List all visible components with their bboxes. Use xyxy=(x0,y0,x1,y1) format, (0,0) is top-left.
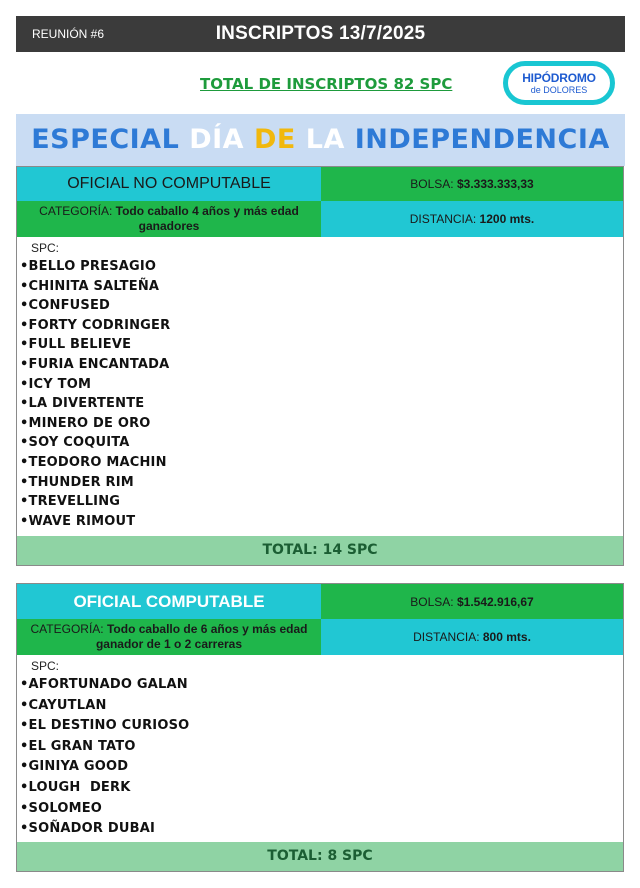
list-item: •GINIYA GOOD xyxy=(20,759,129,775)
race-2-purse xyxy=(321,584,623,619)
list-item: •TREVELLING xyxy=(20,494,121,510)
race-card-1 xyxy=(16,166,624,566)
race-2-distance xyxy=(321,619,623,655)
race-1-distance xyxy=(321,201,623,237)
race-2-spc-label: SPC: xyxy=(31,659,60,673)
race-1-purse-value: $3.333.333,33 xyxy=(456,177,534,191)
page-title: INSCRIPTOS 13/7/2025 xyxy=(215,23,426,44)
banner-word-4: LA xyxy=(305,124,345,155)
list-item: •TEODORO MACHIN xyxy=(20,454,167,470)
list-item: •LOUGH DERK xyxy=(20,779,131,795)
race-card-2 xyxy=(16,583,624,872)
race-1-category-label: CATEGORÍA: xyxy=(39,204,113,218)
race-1-total: TOTAL: 14 SPC xyxy=(17,536,623,565)
race-1-purse xyxy=(321,167,623,201)
banner-word-2: DÍA xyxy=(189,124,245,155)
list-item: •FULL BELIEVE xyxy=(20,337,132,353)
race-2-purse-value: $1.542.916,67 xyxy=(456,594,534,609)
event-banner xyxy=(16,114,625,166)
list-item: •SOÑADOR DUBAI xyxy=(20,821,155,837)
race-2-total: TOTAL: 8 SPC xyxy=(17,842,623,871)
list-item: •EL DESTINO CURIOSO xyxy=(20,718,190,734)
race-1-distance-label: DISTANCIA: xyxy=(409,212,477,226)
banner-word-5: INDEPENDENCIA xyxy=(354,124,610,155)
list-item: •BELLO PRESAGIO xyxy=(20,259,157,274)
banner-word-3: DE xyxy=(253,124,296,155)
race-2-category-value: Todo caballo de 6 años y más edad ganador de 1 o 2 carreras xyxy=(95,622,308,651)
logo-line-1: HIPÓDROMO xyxy=(522,71,596,85)
race-1-distance-value: 1200 mts. xyxy=(479,212,535,226)
banner-text xyxy=(31,124,610,155)
race-2-distance-value: 800 mts. xyxy=(482,630,531,644)
reunion-label: REUNIÓN #6 xyxy=(32,27,105,41)
race-1-horse-list xyxy=(17,237,623,531)
list-item: •SOY COQUITA xyxy=(20,435,130,451)
logo-line-2: de DOLORES xyxy=(530,85,588,95)
list-item: •FURIA ENCANTADA xyxy=(20,356,170,372)
list-item: •WAVE RIMOUT xyxy=(20,513,136,529)
hipodromo-logo xyxy=(503,61,615,105)
list-item: •ICY TOM xyxy=(20,376,92,392)
list-item: •MINERO DE ORO xyxy=(20,415,151,431)
race-1-category xyxy=(17,201,321,237)
total-inscriptos: TOTAL DE INSCRIPTOS 82 SPC xyxy=(200,75,453,93)
race-2-type: OFICIAL COMPUTABLE xyxy=(17,584,321,619)
list-item: •FORTY CODRINGER xyxy=(20,317,171,333)
list-item: •CAYUTLAN xyxy=(20,697,107,713)
race-1-category-value: Todo caballo 4 años y más edad ganadores xyxy=(115,204,299,233)
race-2-category xyxy=(17,619,321,655)
page-header xyxy=(16,16,625,52)
banner-word-1: ESPECIAL xyxy=(31,124,180,155)
list-item: •THUNDER RIM xyxy=(20,474,134,490)
race-1-spc-label: SPC: xyxy=(31,241,60,255)
list-item: •EL GRAN TATO xyxy=(20,738,136,754)
race-2-category-label: CATEGORÍA: xyxy=(30,622,104,636)
race-2-horse-list xyxy=(17,655,623,840)
list-item: •LA DIVERTENTE xyxy=(20,396,145,412)
list-item: •CONFUSED xyxy=(20,298,111,314)
list-item: •AFORTUNADO GALAN xyxy=(20,677,188,692)
race-1-purse-label: BOLSA: xyxy=(410,177,454,191)
list-item: •SOLOMEO xyxy=(20,800,103,816)
race-2-distance-label: DISTANCIA: xyxy=(413,630,480,644)
list-item: •CHINITA SALTEÑA xyxy=(20,278,160,294)
race-2-purse-label: BOLSA: xyxy=(410,594,454,609)
race-1-type: OFICIAL NO COMPUTABLE xyxy=(17,167,321,201)
